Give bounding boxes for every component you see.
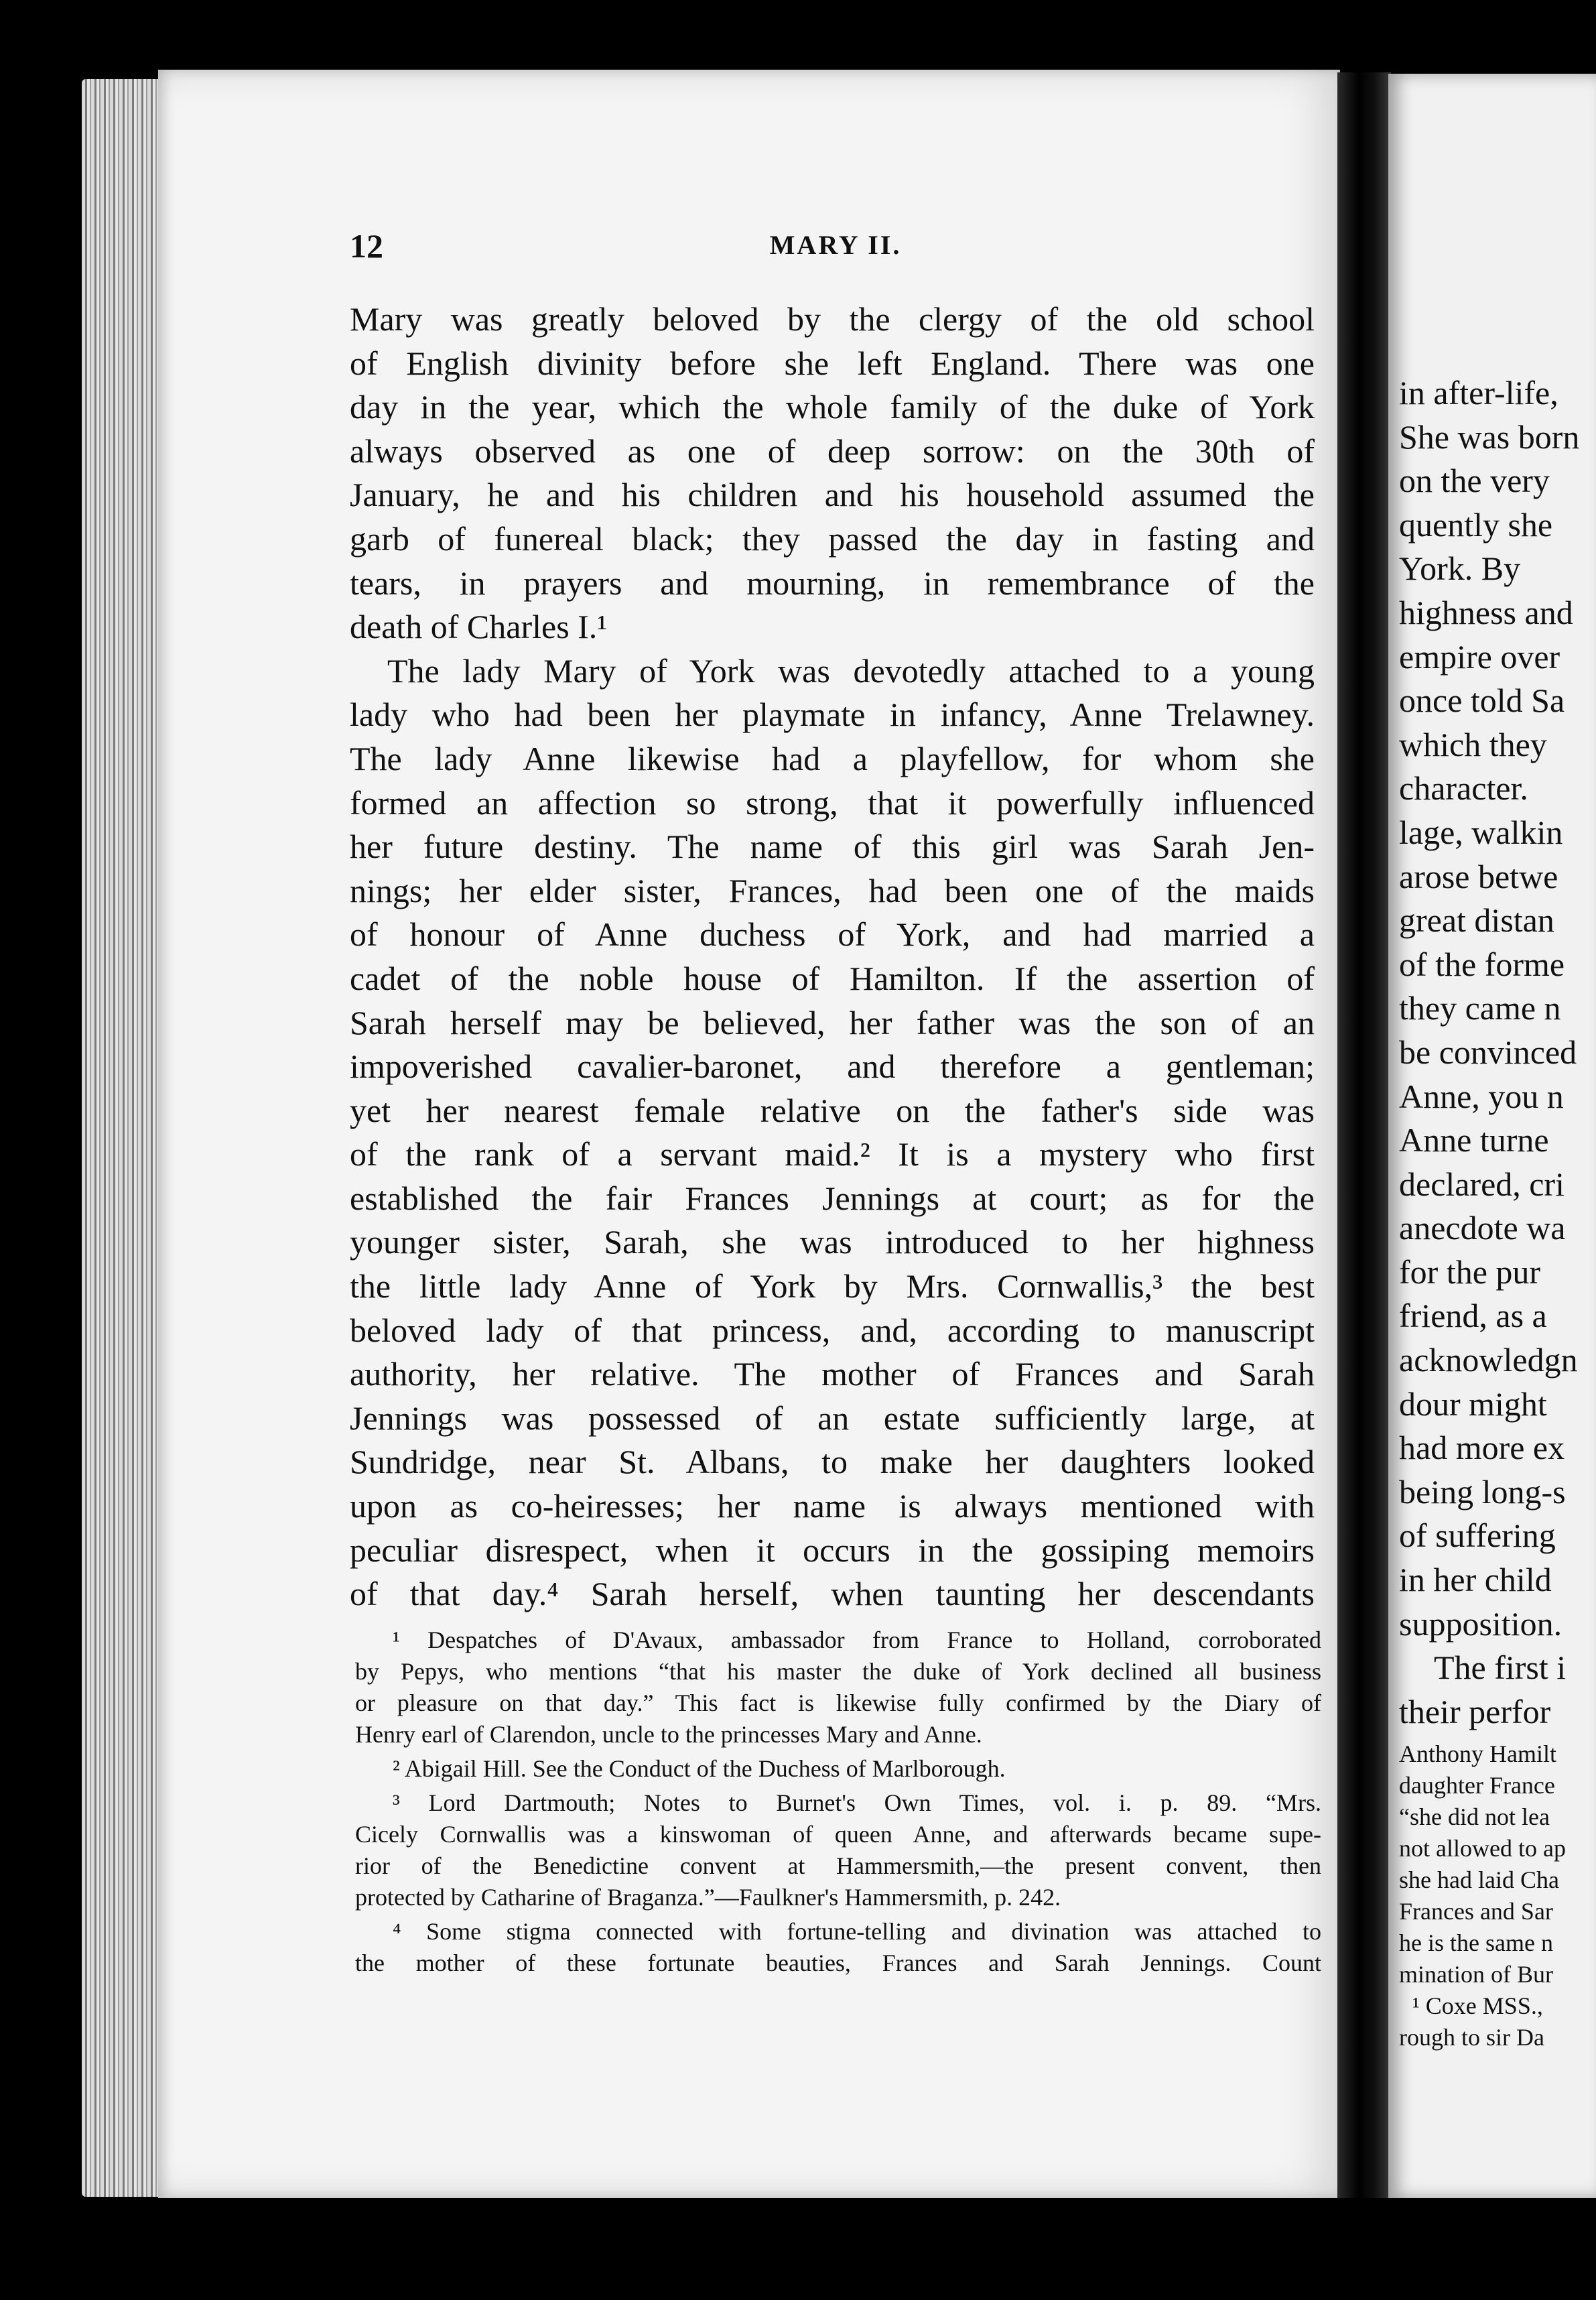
footnote <box>355 1916 1321 1979</box>
text-line: death of Charles I.¹ <box>350 608 608 646</box>
text-line: peculiar disrespect, when it occurs in the gossiping memoirs <box>350 1531 1315 1569</box>
footnote-line: protected by Catharine of Braganza.”—Faulkner's Hammersmith, p. 242. <box>355 1884 1061 1911</box>
right-page <box>1388 74 1596 2198</box>
page-edges <box>82 79 162 2197</box>
right-page-footnote-line: not allowed to ap <box>1399 1835 1566 1862</box>
text-line: of honour of Anne duchess of York, and had married a <box>350 915 1315 954</box>
text-line: The lady Mary of York was devotedly attached to a young <box>387 651 1315 690</box>
right-page-footnote-line: rough to sir Da <box>1399 2024 1544 2051</box>
footnote-line: ⁴ Some stigma connected with fortune-telling and divination was attached to <box>393 1918 1321 1945</box>
text-line: impoverished cavalier-baronet, and therefore a gentleman; <box>350 1047 1315 1086</box>
right-page-line: anecdote wa <box>1399 1209 1566 1247</box>
right-page-footnote-line: she had laid Cha <box>1399 1866 1559 1893</box>
text-line: authority, her relative. The mother of Frances and Sarah <box>350 1355 1315 1393</box>
text-line: garb of funereal black; they passed the day in fasting and <box>350 519 1315 558</box>
right-page-line: supposition. <box>1399 1604 1562 1643</box>
text-line: established the fair Frances Jennings at court; as for the <box>350 1179 1315 1217</box>
text-line: January, he and his children and his household assumed the <box>350 476 1315 514</box>
right-page-text <box>1399 371 1596 1734</box>
text-line: of that day.⁴ Sarah herself, when taunting her descendants <box>350 1575 1315 1613</box>
page-number: 12 <box>350 227 383 265</box>
text-line: cadet of the noble house of Hamilton. If the assertion of <box>350 959 1315 997</box>
right-page-footnote-line: he is the same n <box>1399 1929 1553 1956</box>
text-line: lady who had been her playmate in infancy, Anne Trelawney. <box>350 696 1315 734</box>
right-page-line: dour might <box>1399 1385 1547 1423</box>
text-line: yet her nearest female relative on the father's side was <box>350 1091 1315 1129</box>
text-line: of English divinity before she left England. There was one <box>350 344 1315 382</box>
right-page-line: in after-life, <box>1399 374 1558 411</box>
running-head: MARY II. <box>769 230 902 260</box>
right-page-line: of suffering <box>1399 1517 1556 1555</box>
right-page-line: they came n <box>1399 989 1561 1027</box>
right-page-line: on the very <box>1399 462 1550 500</box>
right-page-footnote-line: Anthony Hamilt <box>1399 1740 1556 1767</box>
right-page-line: be convinced <box>1399 1033 1577 1071</box>
right-page-line: The first i <box>1434 1649 1567 1687</box>
footnote-line: Cicely Cornwallis was a kinswoman of queen Anne, and afterwards became supe- <box>355 1821 1321 1848</box>
right-page-line: declared, cri <box>1399 1165 1565 1203</box>
right-page-footnote-line: mination of Bur <box>1399 1961 1553 1988</box>
right-page-line: friend, as a <box>1399 1297 1547 1335</box>
text-line: always observed as one of deep sorrow: on the 30th of <box>350 432 1315 470</box>
text-line: her future destiny. The name of this girl was Sarah Jen- <box>350 828 1315 866</box>
right-page-line: lage, walkin <box>1399 813 1563 851</box>
footnote-line: rior of the Benedictine convent at Hammersmith,—the present convent, then <box>355 1852 1321 1879</box>
text-line: tears, in prayers and mourning, in remembrance of the <box>350 564 1315 602</box>
right-page-footnote-line: Frances and Sar <box>1399 1898 1553 1925</box>
text-line: upon as co-heiresses; her name is always mentioned with <box>350 1487 1315 1525</box>
text-line: of the rank of a servant maid.² It is a mystery who first <box>350 1135 1315 1173</box>
text-line: The lady Anne likewise had a playfellow, for whom she <box>350 739 1315 777</box>
text-line: younger sister, Sarah, she was introduced to her highness <box>350 1223 1315 1261</box>
footnote-line: ² Abigail Hill. See the Conduct of the Duchess of Marlborough. <box>393 1755 1006 1782</box>
right-page-line: empire over <box>1399 637 1560 676</box>
text-line: Mary was greatly beloved by the clergy of the old school <box>350 300 1315 338</box>
text-line: nings; her elder sister, Frances, had been one of the maids <box>350 871 1315 909</box>
text-line: formed an affection so strong, that it powerfully influenced <box>350 783 1315 822</box>
text-line: Jennings was possessed of an estate sufficiently large, at <box>350 1399 1315 1437</box>
right-page-line: in her child <box>1399 1561 1552 1599</box>
right-page-line: arose betwe <box>1399 857 1558 895</box>
right-page-line: once told Sa <box>1399 682 1565 720</box>
footnote-line: Henry earl of Clarendon, uncle to the princesses Mary and Anne. <box>355 1721 982 1748</box>
footnote-line: or pleasure on that day.” This fact is likewise fully confirmed by the Diary of <box>355 1689 1321 1716</box>
right-page-line: being long-s <box>1399 1472 1566 1511</box>
right-page-footnote-line: ¹ Coxe MSS., <box>1412 1992 1543 2019</box>
right-page-line: quently she <box>1399 505 1553 544</box>
text-line: the little lady Anne of York by Mrs. Cornwallis,³ the best <box>350 1267 1315 1305</box>
footnote-line: ¹ Despatches of D'Avaux, ambassador from France to Holland, corroborated <box>393 1626 1321 1653</box>
right-page-line: had more ex <box>1399 1429 1565 1467</box>
right-page-footnotes <box>1399 1738 1596 2053</box>
footnote-line: ³ Lord Dartmouth; Notes to Burnet's Own Times, vol. i. p. 89. “Mrs. <box>393 1789 1321 1816</box>
paragraph <box>350 298 1315 649</box>
right-page-line: their perfor <box>1399 1692 1551 1730</box>
footnote-line: by Pepys, who mentions “that his master the duke of York declined all business <box>355 1658 1321 1685</box>
body-text <box>350 298 1315 1616</box>
right-page-line: character. <box>1399 769 1528 808</box>
right-page-footnote-line: “she did not lea <box>1399 1803 1550 1830</box>
text-line: day in the year, which the whole family of the duke of York <box>350 388 1315 426</box>
footnote <box>355 1624 1321 1750</box>
page-header <box>350 227 1321 267</box>
right-page-line: Anne, you n <box>1399 1077 1564 1115</box>
right-page-line: acknowledgn <box>1399 1341 1578 1379</box>
right-page-line: Anne turne <box>1399 1121 1549 1159</box>
right-page-footnote-line: daughter France <box>1399 1772 1555 1799</box>
right-page-line: She was born <box>1399 418 1580 456</box>
footnote-line: the mother of these fortunate beauties, Frances and Sarah Jennings. Count <box>355 1950 1321 1976</box>
right-page-line: of the forme <box>1399 945 1565 983</box>
text-line: Sundridge, near St. Albans, to make her daughters looked <box>350 1443 1315 1481</box>
book-gutter <box>1337 72 1391 2198</box>
right-page-line: York. By <box>1399 550 1521 588</box>
footnote <box>355 1787 1321 1913</box>
footnotes <box>355 1624 1321 1982</box>
paragraph <box>350 649 1315 1616</box>
footnote <box>355 1753 1321 1785</box>
text-line: Sarah herself may be believed, her father was the son of an <box>350 1003 1315 1041</box>
right-page-line: highness and <box>1399 593 1573 631</box>
text-line: beloved lady of that princess, and, according to manuscript <box>350 1311 1315 1349</box>
right-page-line: great distan <box>1399 901 1554 940</box>
right-page-line: for the pur <box>1399 1253 1541 1291</box>
right-page-line: which they <box>1399 725 1547 763</box>
